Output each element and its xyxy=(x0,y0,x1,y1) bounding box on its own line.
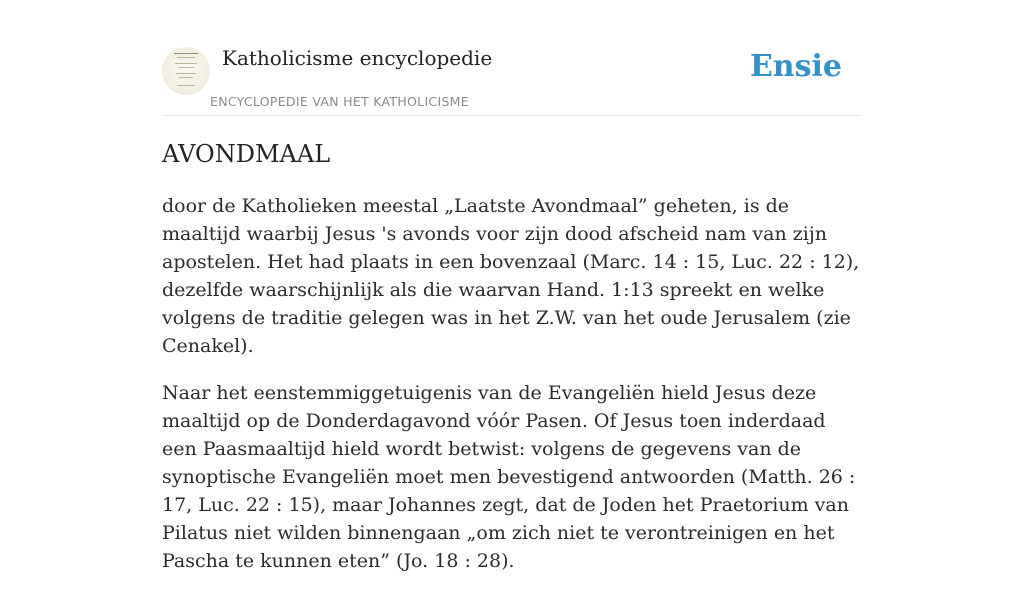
article-title: AVONDMAAL xyxy=(162,140,331,168)
site-subtitle: ENCYCLOPEDIE VAN HET KATHOLICISME xyxy=(210,94,469,109)
ensie-brand-link[interactable]: Ensie xyxy=(749,49,842,84)
article-body xyxy=(162,192,862,594)
page-container xyxy=(162,0,862,572)
article-paragraph: door de Katholieken meestal „Laatste Avondmaal” geheten, is de maaltijd waarbij Jesus 's avonds voor zijn dood afscheid nam van zijn apostelen. Het had plaats in een bovenzaal (Marc. 14 : 15, Luc. 22 : 12), dezelfde waarschijnlijk als die waarvan Hand. 1:13 spreekt en welke volgens de traditie gelegen was in het Z.W. van het oude Jerusalem (zie Cenakel). xyxy=(162,195,860,357)
site-title[interactable]: Katholicisme encyclopedie xyxy=(222,46,493,70)
book-cover-icon[interactable] xyxy=(162,47,210,95)
site-header xyxy=(162,0,862,116)
article-paragraph: Naar het eenstemmiggetuigenis van de Evangeliën hield Jesus deze maaltijd op de Donderdagavond vóór Pasen. Of Jesus toen inderdaad een Paasmaaltijd hield wordt betwist: volgens de gegevens van de synoptische Evangeliën moet men bevestigend antwoorden (Matth. 26 : 17, Luc. 22 : 15), maar Johannes zegt, dat de Joden het Praetorium van Pilatus niet wilden binnengaan „om zich niet te verontreinigen en het Pascha te kunnen eten” (Jo. 18 : 28). xyxy=(162,382,856,572)
